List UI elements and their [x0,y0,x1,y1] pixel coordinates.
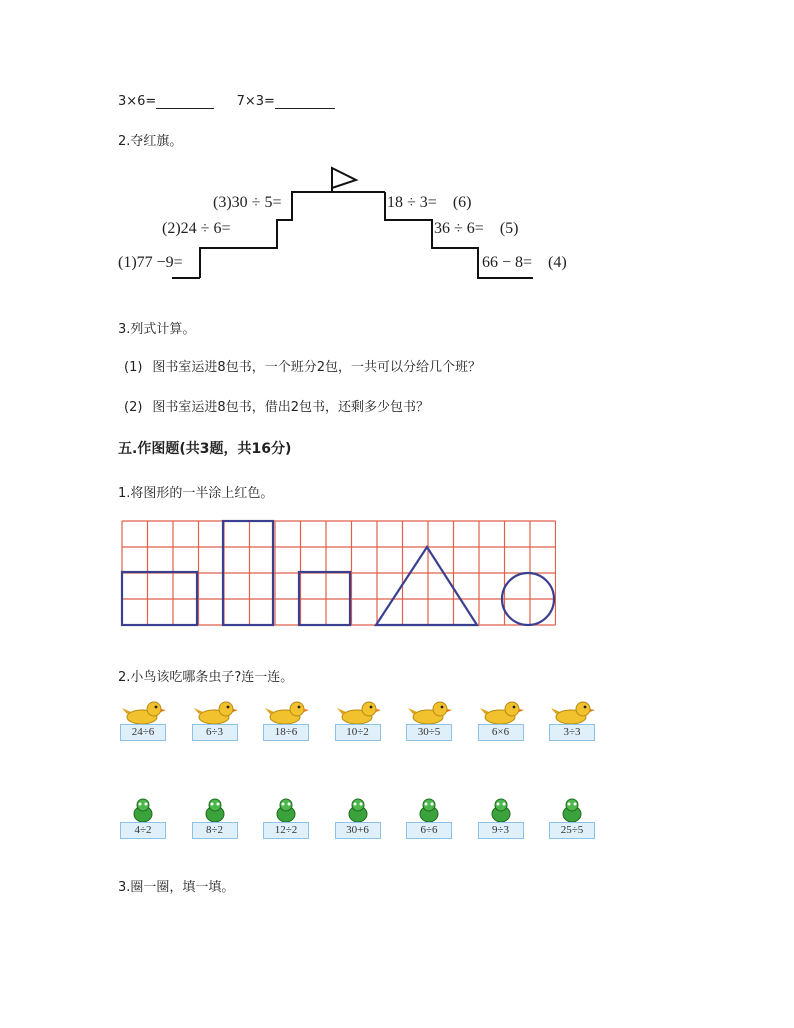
step-6-expr: 18 ÷ 3= (6) [387,194,472,211]
answer-blank-2[interactable] [275,96,335,109]
step-5-expr: 36 ÷ 6= (5) [434,220,519,237]
bird-label[interactable]: 3÷3 [549,724,595,741]
q3-item-2: (2) 图书室运进8包书，借出2包书，还剩多少包书？ [124,400,429,415]
bird-label[interactable]: 6×6 [478,724,524,741]
bird-label[interactable]: 30÷5 [406,724,452,741]
expr-3x6: 3×6= [118,94,157,109]
bird-label[interactable]: 6÷3 [192,724,238,741]
red-flag-icon [332,168,356,192]
top-equation-row [118,94,335,109]
expr-7x3: 7×3= [236,94,275,109]
shape-triangle [376,547,477,625]
bird-label[interactable]: 24÷6 [120,724,166,741]
bug-label[interactable]: 30+6 [335,822,381,839]
step-3-expr: (3)30 ÷ 5= [213,194,282,211]
q3-title: 3.列式计算。 [118,322,196,337]
section-5-heading: 五.作图题(共3题，共16分) [118,441,292,457]
step-2-expr: (2)24 ÷ 6= [162,220,231,237]
bug-label[interactable]: 9÷3 [478,822,524,839]
draw2-title: 2.小鸟该吃哪条虫子?连一连。 [118,670,294,685]
bug-label[interactable]: 25÷5 [549,822,595,839]
draw3-title: 3.圈一圈，填一填。 [118,880,235,895]
step-1-expr: (1)77 −9= [118,254,183,271]
q3-item-1: (1) 图书室运进8包书，一个班分2包，一共可以分给几个班？ [124,360,481,375]
step-4-expr: 66 − 8= (4) [482,254,567,271]
draw1-title: 1.将图形的一半涂上红色。 [118,486,274,501]
coloring-grid [120,519,556,629]
bug-label[interactable]: 4÷2 [120,822,166,839]
bird-label[interactable]: 10÷2 [335,724,381,741]
bug-label[interactable]: 12÷2 [263,822,309,839]
bug-label[interactable]: 8÷2 [192,822,238,839]
bird-label[interactable]: 18÷6 [263,724,309,741]
bug-label[interactable]: 6÷6 [406,822,452,839]
q2-title: 2.夺红旗。 [118,134,183,149]
answer-blank-1[interactable] [156,96,214,109]
